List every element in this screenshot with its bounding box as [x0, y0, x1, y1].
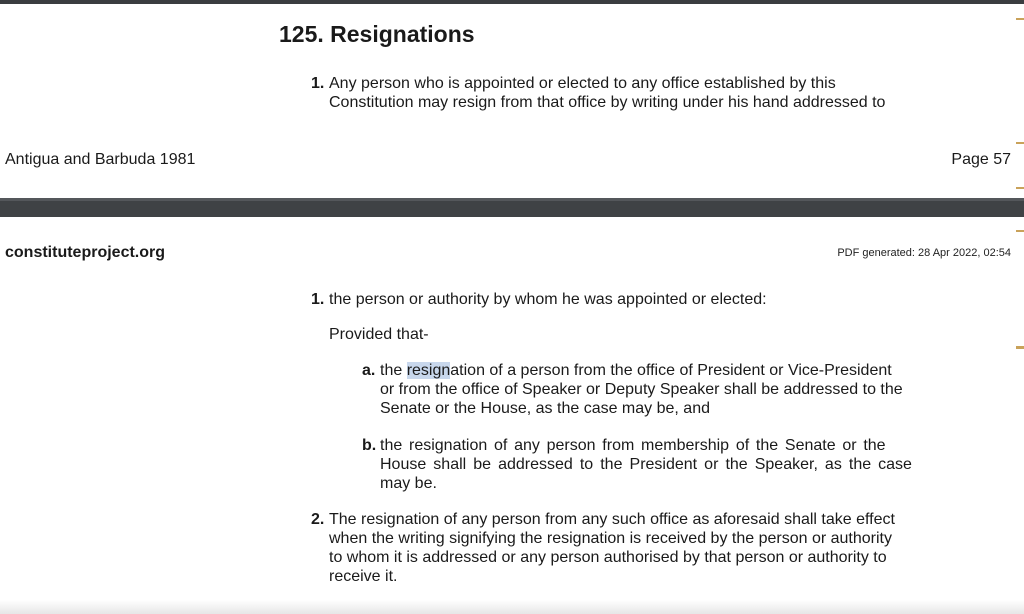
- pdf-page-58: [0, 217, 1024, 614]
- page-separator: [0, 198, 1024, 217]
- sub-item-text-line: the resignation of a person from the office of President or Vice-President: [380, 362, 892, 379]
- sub-item-letter: b.: [362, 437, 377, 454]
- item-text-line: The resignation of any person from any such office as aforesaid shall take effect: [329, 511, 895, 528]
- item-number: 2.: [311, 511, 325, 528]
- footer-document-title: Antigua and Barbuda 1981: [5, 151, 196, 168]
- scroll-marker: [1016, 187, 1024, 189]
- item-text-line: Constitution may resign from that office by writing under his hand addressed to: [329, 94, 886, 111]
- scroll-marker: [1016, 18, 1024, 20]
- scroll-marker: [1016, 142, 1024, 144]
- sub-item-text-line: may be.: [380, 475, 437, 492]
- item-text-line: receive it.: [329, 568, 398, 585]
- sub-item-letter: a.: [362, 362, 376, 379]
- item-text-line: to whom it is addressed or any person authorised by that person or authority to: [329, 549, 887, 566]
- proviso-text: Provided that-: [329, 326, 429, 343]
- sub-item-text-line: House shall be addressed to the President or the Speaker, as the case: [380, 456, 912, 473]
- item-text-line: Any person who is appointed or elected to any office established by this: [329, 75, 836, 92]
- section-heading: 125. Resignations: [279, 21, 475, 47]
- sub-item-text-line: the resignation of any person from membership of the Senate or the: [380, 437, 886, 454]
- header-site-name: constituteproject.org: [5, 244, 166, 261]
- selected-text[interactable]: resign: [406, 362, 451, 379]
- scroll-marker: [1016, 230, 1024, 232]
- page-bottom-fade: [0, 600, 1024, 614]
- pdf-page-57: [0, 4, 1024, 198]
- header-generated-date: PDF generated: 28 Apr 2022, 02:54: [837, 247, 1011, 259]
- item-number: 1.: [311, 75, 325, 92]
- item-text-line: when the writing signifying the resignation is received by the person or authority: [329, 530, 892, 547]
- item-text-line: the person or authority by whom he was appointed or elected:: [329, 291, 767, 308]
- sub-item-text-line: Senate or the House, as the case may be, and: [380, 400, 710, 417]
- sub-item-text-line: or from the office of Speaker or Deputy Speaker shall be addressed to the: [380, 381, 903, 398]
- footer-page-number: Page 57: [951, 151, 1011, 168]
- scroll-marker: [1016, 346, 1024, 349]
- item-number: 1.: [311, 291, 325, 308]
